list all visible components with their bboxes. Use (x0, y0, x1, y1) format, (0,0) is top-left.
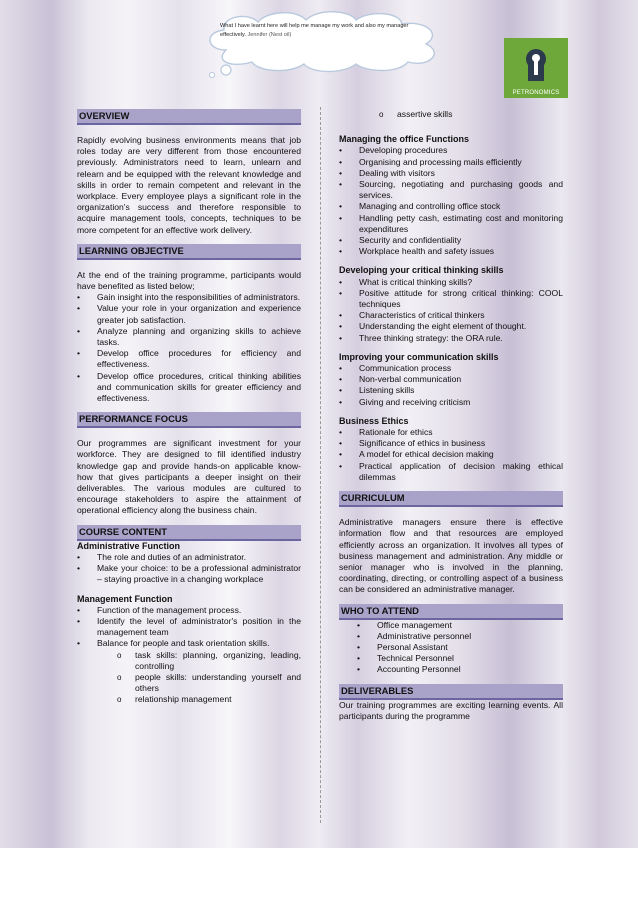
list-item: • What is critical thinking skills? (339, 277, 563, 288)
list-item: • Personal Assistant (339, 642, 563, 653)
who-to-attend-list (339, 620, 563, 676)
continued-sub-list (339, 109, 563, 120)
business-ethics-title: Business Ethics (339, 415, 409, 426)
learning-objective-heading: LEARNING OBJECTIVE (77, 244, 301, 260)
who-to-attend-heading: WHO TO ATTEND (339, 604, 563, 620)
performance-focus-heading: PERFORMANCE FOCUS (77, 412, 301, 428)
list-item: • Office management (339, 620, 563, 631)
quote-cloud (186, 10, 456, 78)
office-functions-list (339, 145, 563, 257)
list-item: • Dealing with visitors (339, 168, 563, 179)
list-item: • Sourcing, negotiating and purchasing goods and services. (339, 179, 563, 201)
list-item: • Understanding the eight element of thought. (339, 321, 563, 332)
admin-function-list (77, 552, 301, 586)
curriculum-text: Administrative managers ensure there is effective information flow and that resources are employed efficiently across an organization. It involves all types of business management and administration. Any middle or senior manager who is involved in the planning, coordinating, directing, or controlling aspect of a business can be considered an administrative manager. (339, 517, 563, 595)
list-item: • Administrative personnel (339, 631, 563, 642)
list-item: • Characteristics of critical thinkers (339, 310, 563, 321)
admin-function-title: Administrative Function (77, 540, 181, 551)
list-item: o assertive skills (339, 109, 563, 120)
list-item: • Develop office procedures, critical thinking abilities and communication skills for greater efficiency and effectiveness. (77, 371, 301, 405)
keyhole-logo-icon (504, 42, 568, 86)
overview-heading: OVERVIEW (77, 109, 301, 125)
objective-list (77, 292, 301, 404)
overview-text: Rapidly evolving business environments means that job roles today are very different from those encountered previously. Administrators need to learn, unlearn and relearn and be equipped with the relevant knowledge and skills in order to remain competent and relevant in the workplace. Every employee plays a significant role in the organization's success and therefore responsible to acquire management tools, concepts, techniques to be more competent for an effective work delivery. (77, 135, 301, 235)
list-item: • Positive attitude for strong critical thinking: COOL techniques (339, 288, 563, 310)
list-item: • Significance of ethics in business (339, 438, 563, 449)
list-item: • Make your choice: to be a professional administrator – staying proactive in a changing workplace (77, 563, 301, 585)
critical-thinking-title: Developing your critical thinking skills (339, 265, 504, 276)
list-item: • The role and duties of an administrator. (77, 552, 301, 563)
list-item: • Workplace health and safety issues (339, 246, 563, 257)
management-function-list (77, 605, 301, 650)
list-item: • Analyze planning and organizing skills to achieve tasks. (77, 326, 301, 348)
company-logo (504, 38, 568, 98)
list-item: o people skills: understanding yourself and others (77, 672, 301, 694)
list-item: • Rationale for ethics (339, 427, 563, 438)
list-item: • Balance for people and task orientation skills. (77, 638, 301, 649)
list-item: • Giving and receiving criticism (339, 397, 563, 408)
deliverables-text: Our training programmes are exciting learning events. All participants during the programme (339, 699, 563, 721)
list-item: • Identify the level of administrator's position in the management team (77, 616, 301, 638)
communication-list (339, 363, 563, 408)
communication-title: Improving your communication skills (339, 351, 499, 362)
list-item: • Technical Personnel (339, 653, 563, 664)
list-item: • Gain insight into the responsibilities of administrators. (77, 292, 301, 303)
objective-intro: At the end of the training programme, participants would have benefited as listed below; (77, 269, 301, 292)
list-item: • Value your role in your organization and experience greater job satisfaction. (77, 303, 301, 325)
deliverables-heading: DELIVERABLES (339, 684, 563, 700)
management-function-title: Management Function (77, 593, 173, 604)
business-ethics-list (339, 427, 563, 483)
list-item: • Accounting Personnel (339, 664, 563, 675)
office-functions-title: Managing the office Functions (339, 134, 469, 145)
course-content-heading: COURSE CONTENT (77, 525, 301, 541)
right-column (339, 109, 563, 730)
management-sub-list (77, 650, 301, 706)
list-item: • Organising and processing mails efficiently (339, 157, 563, 168)
list-item: o task skills: planning, organizing, leading, controlling (77, 650, 301, 672)
quote-text: What I have learnt here will help me manage my work and also my manager effectively. (220, 23, 409, 38)
list-item: o relationship management (77, 694, 301, 705)
left-column (77, 109, 301, 706)
list-item: • A model for ethical decision making (339, 449, 563, 460)
column-divider (320, 107, 321, 823)
logo-text: PETRONOMICS (512, 90, 560, 96)
list-item: • Develop office procedures for efficiency and effectiveness. (77, 348, 301, 370)
performance-text: Our programmes are significant investment for your workforce. They are designed to fill identified industry knowledge gap and provide hands-on applicable know-how that gives participants a deeper insight on their deliverables. The various modules are cultured to encourage stakeholders to aspire the attainment of operational efficiency along the business chain. (77, 438, 301, 516)
list-item: • Non-verbal communication (339, 374, 563, 385)
list-item: • Managing and controlling office stock (339, 201, 563, 212)
critical-thinking-list (339, 277, 563, 344)
list-item: • Developing procedures (339, 145, 563, 156)
list-item: • Security and confidentiality (339, 235, 563, 246)
testimonial-quote (220, 22, 420, 40)
list-item: • Listening skills (339, 385, 563, 396)
list-item: • Practical application of decision making ethical dilemmas (339, 461, 563, 483)
list-item: • Handling petty cash, estimating cost and monitoring expenditures (339, 213, 563, 235)
list-item: • Function of the management process. (77, 605, 301, 616)
list-item: • Communication process (339, 363, 563, 374)
quote-author: Jennifer (Nest oil) (247, 32, 292, 38)
list-item: • Three thinking strategy: the ORA rule. (339, 333, 563, 344)
curriculum-heading: CURRICULUM (339, 491, 563, 507)
